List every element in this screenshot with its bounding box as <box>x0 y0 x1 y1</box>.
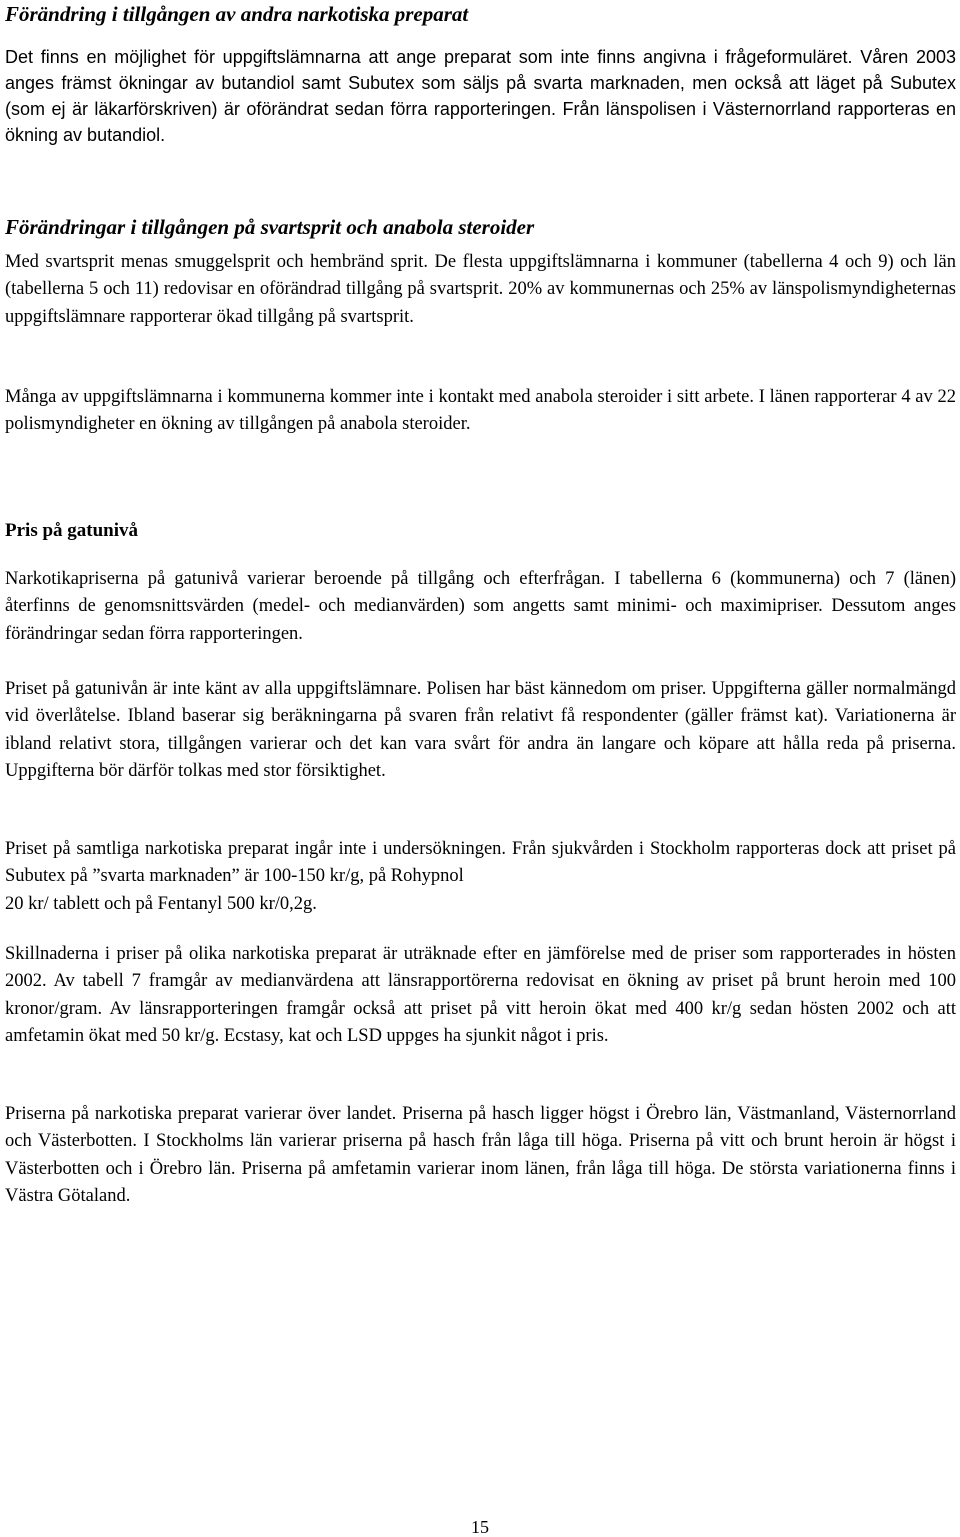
paragraph-prices-other-drugs-line-1: Priset på samtliga narkotiska preparat ingår inte i undersökningen. Från sjukvården i Stockholm rapporteras dock att priset på Subutex på ”svarta marknaden” är 100-150 kr/g, på Rohypnol <box>5 839 956 887</box>
paragraph-alcohol: Med svartsprit menas smuggelsprit och hembränd sprit. De flesta uppgiftslämnarna i kommuner (tabellerna 4 och 9) och län (tabellerna 5 och 11) redovisar en oförändrad tillgång på svartsprit. 20% av kommunernas och 25% av länspolismyndigheternas uppgiftslämnare rapporterar ökad tillgång på svartsprit. <box>5 252 956 327</box>
paragraph-regional-prices: Priserna på narkotiska preparat varierar över landet. Priserna på hasch ligger högst i Örebro län, Västmanland, Västernorrland och Västerbotten. I Stockholms län varierar priserna på hasch från låga till höga. Priserna på vitt och brunt heroin är högst i Västerbotten och i Örebro län. Priserna på amfetamin varierar inom länen, från låga till höga. De största variationerna finns i Västra Götaland. <box>5 1104 956 1207</box>
heading-alcohol-steroids: Förändringar i tillgången på svartsprit och anabola steroider <box>5 215 535 239</box>
paragraph-prices-intro: Narkotikapriserna på gatunivå varierar beroende på tillgång och efterfrågan. I tabellerna 6 (kommunerna) och 7 (länen) återfinns de genomsnittsvärden (medel- och medianvärden) som angetts samt minimi- och maximipriser. Dessutom anges förändringar sedan förra rapporteringen. <box>5 569 956 644</box>
paragraph-prices-uncertainty: Priset på gatunivån är inte känt av alla uppgiftslämnare. Polisen har bäst kännedom om priser. Uppgifterna gäller normalmängd vid överlåtelse. Ibland baserar sig beräkningarna på svaren från relativt få respondenter (gäller främst kat). Variationerna är ibland relativt stora, tillgången varierar och det kan vara svårt för andra än langare och köpare att hålla reda på priserna. Uppgifterna bör därför tolkas med stor försiktighet. <box>5 679 956 782</box>
heading-other-drugs: Förändring i tillgången av andra narkotiska preparat <box>5 2 469 26</box>
page-number: 15 <box>471 1517 489 1537</box>
paragraph-prices-other-drugs <box>5 836 956 918</box>
paragraph-prices-other-drugs-line-2: 20 kr/ tablett och på Fentanyl 500 kr/0,2g. <box>5 893 317 914</box>
paragraph-price-changes: Skillnaderna i priser på olika narkotiska preparat är uträknade efter en jämförelse med de priser som rapporterades in hösten 2002. Av tabell 7 framgår av medianvärdena att länsrapportörerna redovisat en ökning av priset på brunt heroin med 100 kronor/gram. Av länsrapporteringen framgår också att priset på vitt heroin ökat med 400 kr/g sedan hösten 2002 och att amfetamin ökat med 50 kr/g. Ecstasy, kat och LSD uppges ha sjunkit något i pris. <box>5 944 956 1047</box>
paragraph-other-drugs: Det finns en möjlighet för uppgiftslämnarna att ange preparat som inte finns angivna i frågeformuläret. Våren 2003 anges främst ökningar av butandiol samt Subutex som säljs på svarta marknaden, men också att läget på Subutex (som ej är läkarförskriven) är oförändrat sedan förra rapporteringen. Från länspolisen i Västernorrland rapporteras en ökning av butandiol. <box>5 47 956 145</box>
paragraph-steroids: Många av uppgiftslämnarna i kommunerna kommer inte i kontakt med anabola steroider i sitt arbete. I länen rapporterar 4 av 22 polismyndigheter en ökning av tillgången på anabola steroider. <box>5 387 956 435</box>
heading-street-prices: Pris på gatunivå <box>5 520 139 541</box>
